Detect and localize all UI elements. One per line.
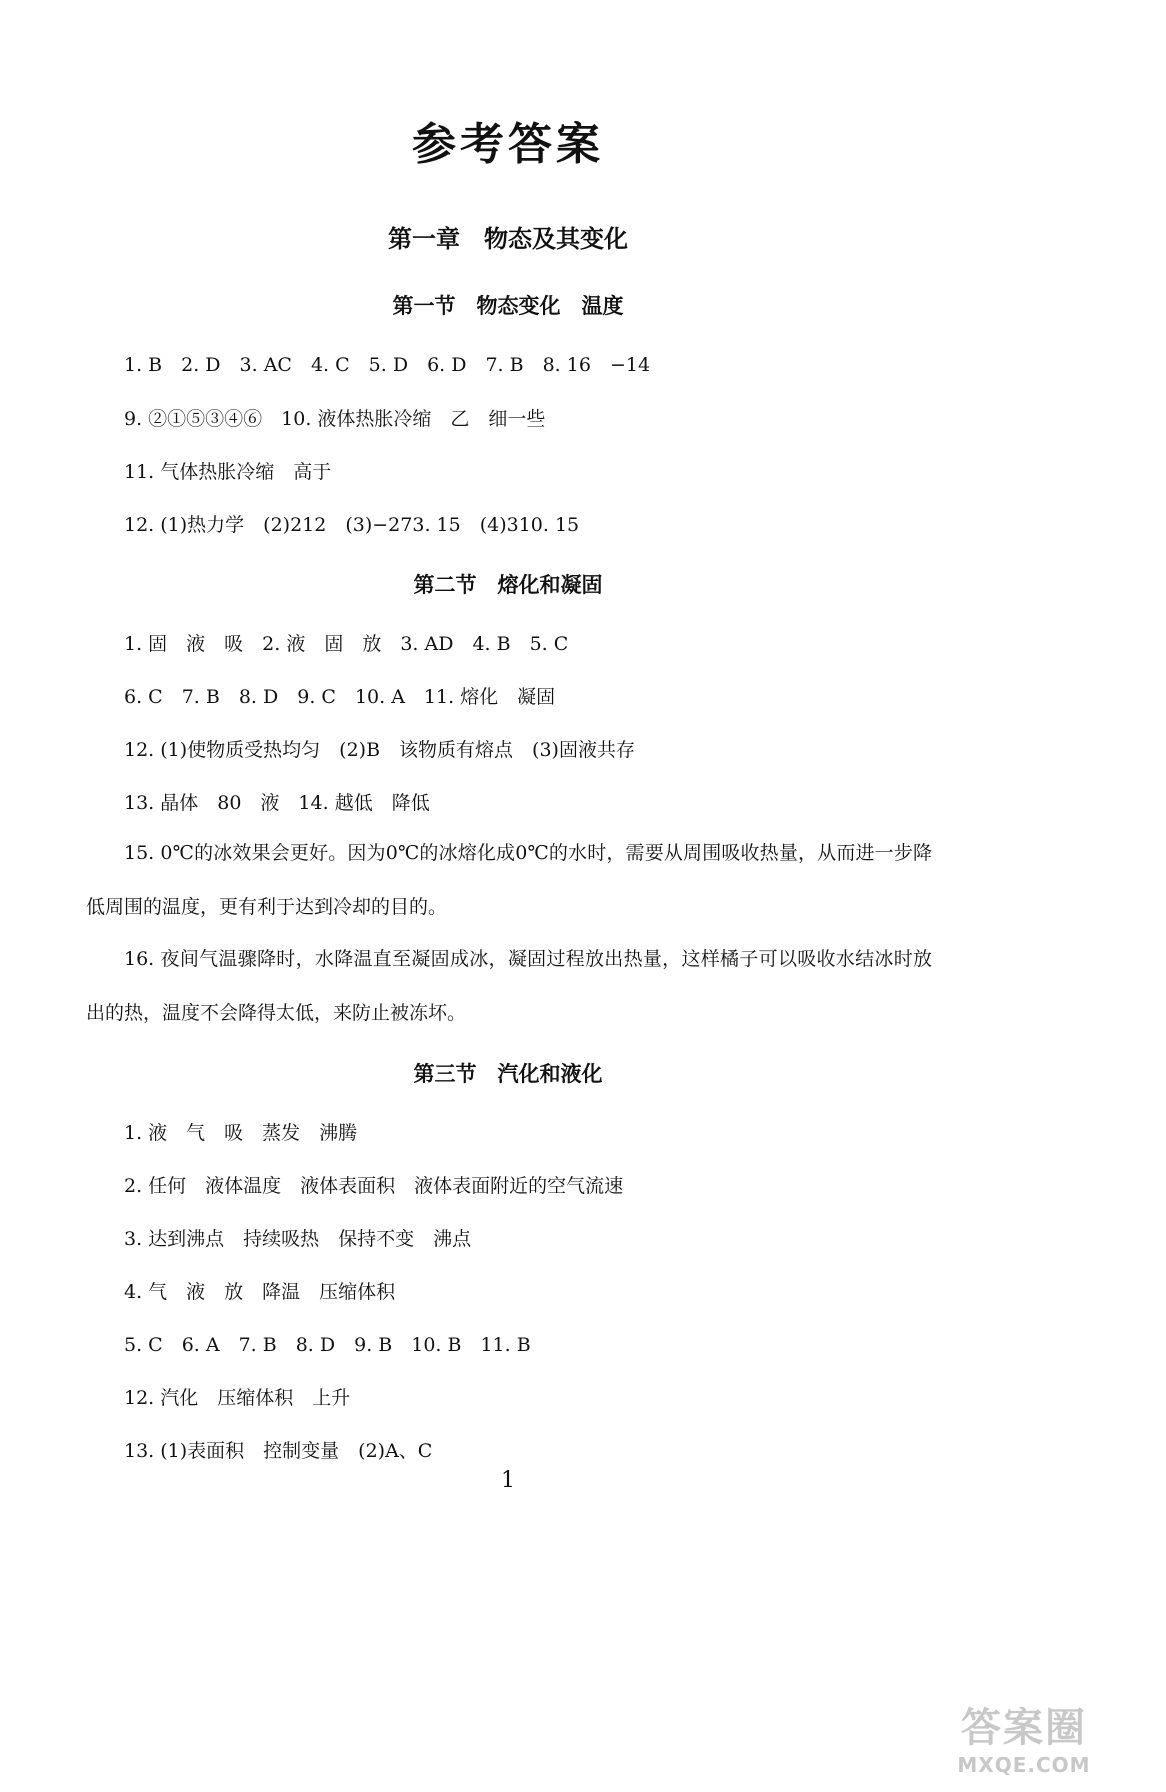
page-title: 参考答案 bbox=[412, 119, 604, 170]
answer-line-s3-2: 2. 任何 液体温度 液体表面积 液体表面附近的空气流速 bbox=[124, 1175, 624, 1197]
watermark-url: MXQE.COM bbox=[957, 1753, 1091, 1777]
chapter-heading: 第一章 物态及其变化 bbox=[388, 225, 628, 253]
answer-line-s2-2: 6. C 7. B 8. D 9. C 10. A 11. 熔化 凝固 bbox=[124, 686, 556, 708]
answer-line-s1-4: 12. (1)热力学 (2)212 (3)−273. 15 (4)310. 15 bbox=[124, 514, 580, 536]
answer-paragraph-15: 15. 0℃的冰效果会更好。因为0℃的冰熔化成0℃的水时，需要从周围吸收热量，从而进一步降低周围的温度，更有利于达到冷却的目的。 bbox=[86, 842, 932, 918]
section-heading-2: 第二节 熔化和凝固 bbox=[413, 573, 603, 597]
answer-paragraph-16: 16. 夜间气温骤降时，水降温直至凝固成冰，凝固过程放出热量，这样橘子可以吸收水结冰时放出的热，温度不会降得太低，来防止被冻坏。 bbox=[86, 948, 932, 1024]
answer-line-s3-7: 13. (1)表面积 控制变量 (2)A、C bbox=[124, 1440, 433, 1462]
answer-line-s3-1: 1. 液 气 吸 蒸发 沸腾 bbox=[124, 1122, 358, 1144]
section-heading-1: 第一节 物态变化 温度 bbox=[392, 294, 624, 318]
answer-line-s1-2: 9. ②①⑤③④⑥ 10. 液体热胀冷缩 乙 细一些 bbox=[124, 408, 546, 430]
answer-line-s2-3: 12. (1)使物质受热均匀 (2)B 该物质有熔点 (3)固液共存 bbox=[124, 739, 635, 761]
answer-line-s3-5: 5. C 6. A 7. B 8. D 9. B 10. B 11. B bbox=[124, 1334, 531, 1356]
answer-line-s3-3: 3. 达到沸点 持续吸热 保持不变 沸点 bbox=[124, 1228, 472, 1250]
answer-line-s1-1: 1. B 2. D 3. AC 4. C 5. D 6. D 7. B 8. 16 −14 bbox=[124, 354, 651, 376]
page-number: 1 bbox=[501, 1468, 515, 1493]
answer-line-s3-4: 4. 气 液 放 降温 压缩体积 bbox=[124, 1281, 396, 1303]
section-heading-3: 第三节 汽化和液化 bbox=[413, 1062, 603, 1086]
watermark-logo: 答案圈 bbox=[961, 1705, 1087, 1751]
watermark bbox=[924, 1696, 1124, 1777]
answer-line-s1-3: 11. 气体热胀冷缩 高于 bbox=[124, 461, 332, 483]
answer-line-s3-6: 12. 汽化 压缩体积 上升 bbox=[124, 1387, 351, 1409]
answer-line-s2-4: 13. 晶体 80 液 14. 越低 降低 bbox=[124, 792, 430, 814]
answer-line-s2-1: 1. 固 液 吸 2. 液 固 放 3. AD 4. B 5. C bbox=[124, 633, 569, 655]
